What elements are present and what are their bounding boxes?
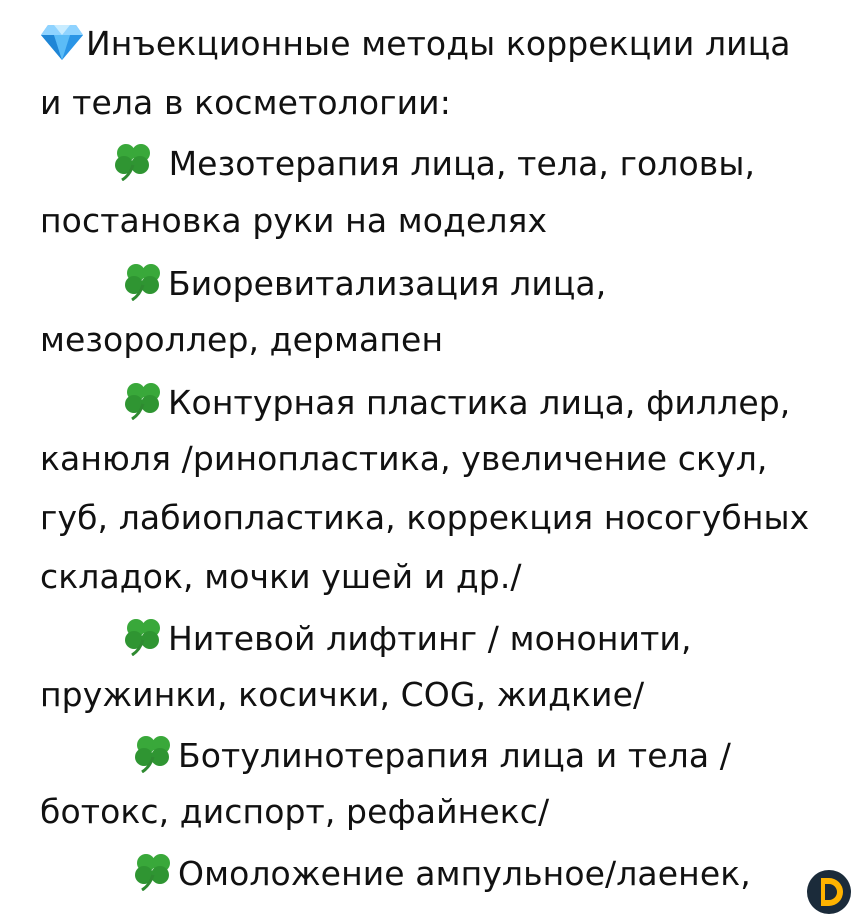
list-item-3-line-2 <box>40 439 767 479</box>
cut-off-text-bottom <box>360 912 382 920</box>
brand-logo-icon <box>805 868 853 916</box>
list-item-4-line-2 <box>40 675 644 715</box>
heading-text-2: и тела в косметологии: <box>40 83 451 122</box>
list-item-1-line-2 <box>40 201 547 241</box>
list-item-5-line-1 <box>130 733 731 782</box>
clover-icon <box>120 616 166 665</box>
heading-text-1: Инъекционные методы коррекции лица <box>86 24 791 63</box>
list-item-3-text-2: канюля /ринопластика, увеличение скул, <box>40 439 768 478</box>
clover-icon <box>130 733 176 782</box>
list-item-2-line-1 <box>120 261 606 310</box>
cut-off-text-top <box>40 0 144 8</box>
heading-line-1 <box>40 23 791 70</box>
list-item-3-text-1: Контурная пластика лица, филлер, <box>168 383 791 422</box>
list-item-2-text-1: Биоревитализация лица, <box>168 264 607 303</box>
list-item-4-text-2: пружинки, косички, COG, жидкие/ <box>40 675 645 714</box>
list-item-5-text-2: ботокс, диспорт, рефайнекс/ <box>40 792 550 831</box>
list-item-3-line-3 <box>40 498 809 538</box>
list-item-5-line-2 <box>40 792 549 832</box>
list-item-4-line-1 <box>120 616 692 665</box>
list-item-1-line-1 <box>110 141 755 190</box>
diamond-icon <box>40 23 84 70</box>
list-item-5-text-1: Ботулинотерапия лица и тела / <box>178 736 731 775</box>
list-item-3-line-1 <box>120 380 790 429</box>
list-item-2-text-2: мезороллер, дермапен <box>40 320 444 359</box>
list-item-1-text-1: Мезотерапия лица, тела, головы, <box>158 144 756 183</box>
list-item-3-line-4 <box>40 557 522 597</box>
heading-line-2 <box>40 83 451 123</box>
list-item-1-text-2: постановка руки на моделях <box>40 201 548 240</box>
list-item-6-text-1: Омоложение ампульное/лаенек, <box>178 854 751 893</box>
list-item-2-line-2 <box>40 320 443 360</box>
list-item-3-text-3: губ, лабиопластика, коррекция носогубных <box>40 498 810 537</box>
list-item-6-line-1 <box>130 851 751 900</box>
clover-icon <box>120 380 166 429</box>
list-item-4-text-1: Нитевой лифтинг / мононити, <box>168 619 692 658</box>
list-item-3-text-4: складок, мочки ушей и др./ <box>40 557 522 596</box>
clover-icon <box>110 141 156 190</box>
clover-icon <box>120 261 166 310</box>
clover-icon <box>130 851 176 900</box>
